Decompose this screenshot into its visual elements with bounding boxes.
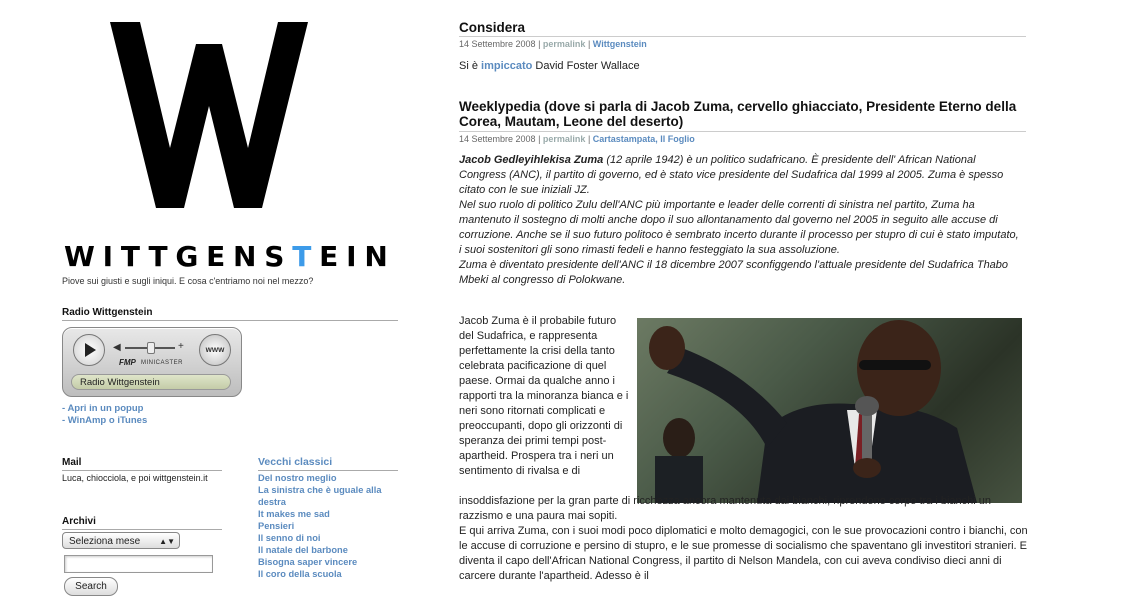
logo-w-mark[interactable] [110, 22, 308, 208]
classici-link[interactable]: Il coro della scuola [258, 569, 342, 579]
post-body-text: David Foster Wallace [532, 60, 640, 72]
vecchi-classici-list [258, 472, 408, 580]
post-body [459, 494, 1029, 584]
photo-illustration [637, 318, 1022, 503]
volume-up-icon[interactable]: + [178, 341, 184, 352]
volume-slider-handle[interactable] [147, 342, 155, 354]
radio-player [62, 327, 242, 397]
player-logo: FMP [119, 358, 136, 367]
www-button[interactable]: www [199, 334, 231, 366]
intro-name: Jacob Gedleyihlekisa Zuma [459, 154, 604, 166]
winamp-itunes-link[interactable]: - WinAmp o iTunes [62, 415, 148, 426]
permalink-link[interactable]: permalink [542, 134, 586, 144]
classici-item [258, 484, 408, 508]
month-select[interactable] [62, 532, 180, 549]
classici-link[interactable]: It makes me sad [258, 509, 330, 519]
blog-tagline: Piove sui giusti e sugli iniqui. E cosa c'entriamo noi nel mezzo? [62, 276, 314, 286]
open-popup-link[interactable]: - Apri in un popup [62, 403, 144, 414]
classici-item [258, 568, 408, 580]
player-subtitle: MINICASTER [141, 360, 184, 366]
post-body-text: E qui arriva Zuma, con i suoi modi poco diplomatici e molto demagogici, con le sue provocazioni contro i bianchi, con le accuse di corruzione e persino di stupro, e le sue promesse di socialismo che spaventano gli investitori stranieri. E diventa il capo dell'African National Congress, il partito di Nelson Mandela, con cui aveva condiviso dieci anni di carcere durante l'apartheid. Adesso è il [459, 525, 1028, 582]
classici-link[interactable]: Il natale del barbone [258, 545, 348, 555]
blog-name-logo[interactable] [64, 240, 396, 273]
classici-item [258, 532, 408, 544]
classici-item [258, 556, 408, 568]
category-link[interactable]: Wittgenstein [592, 39, 647, 49]
mail-heading: Mail [62, 457, 222, 471]
classici-link[interactable]: Bisogna saper vincere [258, 557, 358, 567]
classici-link[interactable]: Del nostro meglio [258, 473, 337, 483]
classici-link[interactable]: Il senno di noi [258, 533, 321, 543]
blog-name-part1: WITTGENS [64, 240, 293, 273]
post-intro [459, 153, 1024, 288]
search-button[interactable]: Search [64, 577, 118, 596]
intro-text: Zuma è diventato presidente dell'ANC il 18 dicembre 2007 sconfiggendo l'attuale presidente del Sudafrica Thabo Mbeki al congresso di Polokwane. [459, 259, 1009, 286]
classici-item [258, 472, 408, 484]
classici-item [258, 508, 408, 520]
blog-name-part2: EIN [319, 240, 396, 273]
post-body-text: Si è [459, 60, 482, 72]
post-meta: 14 Settembre 2008 | permalink | Wittgenstein [459, 36, 1026, 49]
vecchi-classici-heading[interactable]: Vecchi classici [258, 456, 398, 471]
intro-text: (12 aprile 1942) è un politico sudafricano. È presidente dell' African National Congress (ANC), il partito di governo, ed è stato vice presidente del Sudafrica dal 1999 al 2005. Zuma è spesso citato con le sue iniziali JZ. [459, 154, 1004, 196]
post-body [459, 60, 640, 72]
post-date: 14 Settembre 2008 [459, 134, 536, 144]
post-date: 14 Settembre 2008 [459, 39, 536, 49]
post-meta: 14 Settembre 2008 | permalink | Cartastampata, Il Foglio [459, 131, 1026, 144]
select-arrows-icon: ▲▼ [159, 537, 175, 546]
month-select-value: Seleziona mese [69, 536, 141, 547]
post-body-text: insoddisfazione per la gran parte di ricchezza ancora mantenuta dai bianchi, riprendono corpo tra i bianchi un razzismo e una paura mai sopiti. [459, 495, 991, 522]
classici-link[interactable]: Pensieri [258, 521, 295, 531]
post-body-left: Jacob Zuma è il probabile futuro del Sudafrica, e rappresenta perfettamente la crisi della tanto celebrata pacificazione di quel paese. Ormai da qualche anno i rapporti tra la minoranza bianca e i neri sono ritornati complicati e preoccupanti, dopo gli orizzonti di speranza dei primi tempi post-apartheid. Prospera tra i neri un sentimento di rivalsa e di [459, 315, 629, 477]
post-title[interactable]: Considera [459, 20, 526, 35]
volume-down-icon[interactable]: ◀ [113, 342, 121, 353]
play-button[interactable] [73, 334, 105, 366]
intro-text: Nel suo ruolo di politico Zulu dell'ANC più importante e leader delle correnti di sinistra nel partito, Zuma ha mantenuto il sostegno di molti anche dopo il suo allontanamento dal governo nel 2005 in seguito alle accuse di corruzione. Anche se il suo futuro politoco è sembrato incerto durante il processo per stupro di cui è stato imputato, i suoi sostenitori gli sono rimasti fedeli e hanno festeggiato la sua assoluzione. [459, 199, 1019, 256]
classici-link[interactable]: La sinistra che è uguale alla destra [258, 485, 382, 507]
search-input[interactable] [64, 555, 213, 573]
post-title[interactable]: Weeklypedia (dove si parla di Jacob Zuma, cervello ghiacciato, Presidente Eterno della Corea, Mautam, Leone del deserto) [459, 99, 1017, 129]
mail-text: Luca, chiocciola, e poi wittgenstein.it [62, 473, 208, 483]
category-link[interactable]: Cartastampata, Il Foglio [592, 134, 695, 144]
classici-item [258, 520, 408, 532]
radio-heading: Radio Wittgenstein [62, 307, 398, 321]
archivi-heading: Archivi [62, 516, 222, 530]
permalink-link[interactable]: permalink [542, 39, 586, 49]
station-display: Radio Wittgenstein [71, 374, 231, 390]
jacob-zuma-photo [637, 318, 1022, 503]
impiccato-link[interactable]: impiccato [481, 60, 533, 72]
blog-name-highlight: T [292, 240, 320, 273]
classici-item [258, 544, 408, 556]
